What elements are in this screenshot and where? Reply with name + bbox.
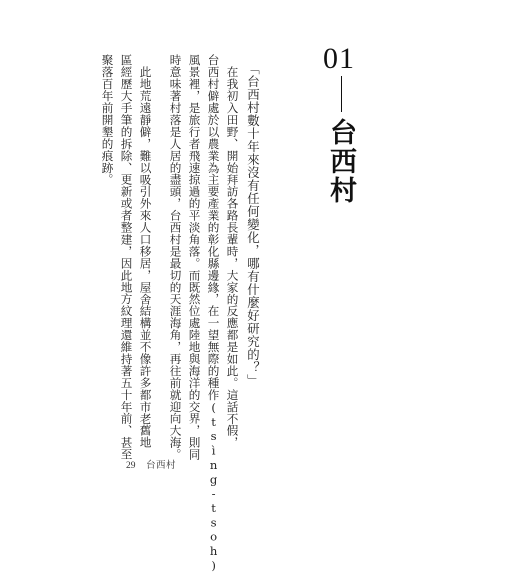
- running-head: 台西村: [146, 460, 177, 471]
- epigraph-quote: 「台西村數十年來沒有任何變化，哪有什麼好研究的？」: [245, 62, 261, 387]
- body-line: 風景裡，是旅行者飛速掠過的平淡角落。而既然位處陸地與海洋的交界，則同: [187, 54, 202, 461]
- body-line: 台西村僻處於以農業為主要產業的彰化縣邊緣，在一望無際的種作(tsìng-tsoh): [206, 54, 221, 573]
- body-line: 聚落百年前開墾的痕跡。: [100, 54, 115, 186]
- body-line: 此地荒遠靜僻，難以吸引外來人口移居，屋舍結構並不像許多都市老舊地: [138, 66, 153, 449]
- body-line: 在我初入田野、開始拜訪各路長輩時，大家的反應都是如此。這話不假，: [225, 66, 240, 449]
- body-line: 時意味著村落是人居的盡頭，台西村是最切的天涯海角，再往前就迎向大海。: [168, 54, 183, 461]
- body-line: 區經歷大手筆的拆除、更新或者整建，因此地方紋理還維持著五十年前、甚至: [119, 54, 134, 461]
- chapter-rule: [341, 76, 342, 112]
- chapter-title: 台西村: [325, 118, 356, 205]
- chapter-number: 01: [323, 42, 355, 75]
- page-number: 29: [126, 461, 136, 471]
